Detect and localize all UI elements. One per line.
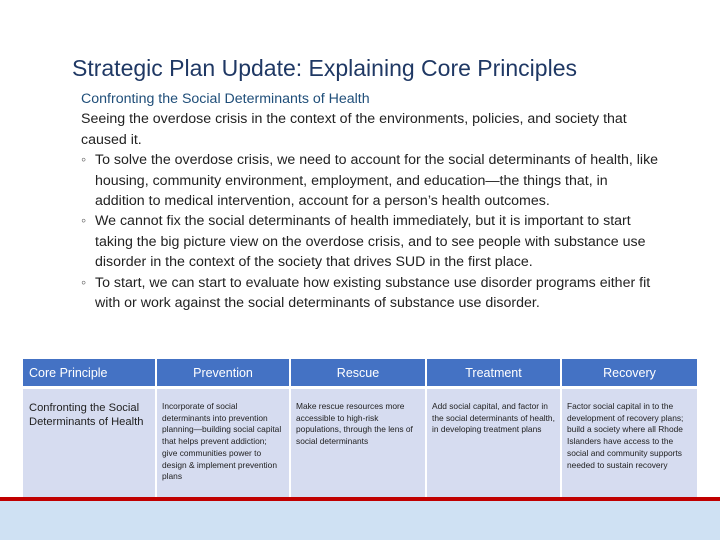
bullet-item xyxy=(81,150,661,211)
subheading: Confronting the Social Determinants of Health xyxy=(81,91,370,107)
table-header-row xyxy=(23,359,699,386)
bullet-text: We cannot fix the social determinants of health immediately, but it is important to start taking the big picture view on the overdose crisis, and to see people with substance use disorder in the context of the society that drives SUD in the first place. xyxy=(95,213,646,271)
intro-text: Seeing the overdose crisis in the context of the environments, policies, and society that caused it. xyxy=(81,111,627,148)
column-header-core-principle: Core Principle xyxy=(23,359,157,386)
bullet-text: To solve the overdose crisis, we need to account for the social determinants of health, like housing, community environment, employment, and education—the things that, in addition to medical intervention, account for a person’s health outcomes. xyxy=(95,152,659,210)
cell-treatment: Add social capital, and factor in the social determinants of health, in developing treatment plans xyxy=(427,386,562,500)
column-header-prevention: Prevention xyxy=(157,359,291,386)
core-principles-table xyxy=(23,359,699,500)
cell-rescue: Make rescue resources more accessible to high-risk populations, through the lens of social determinants xyxy=(291,386,427,500)
bullet-text: To start, we can start to evaluate how existing substance use disorder programs either fit with or work against the social determinants of substance use disorder. xyxy=(95,274,651,312)
column-header-rescue: Rescue xyxy=(291,359,427,386)
column-header-treatment: Treatment xyxy=(427,359,562,386)
slide-body xyxy=(81,89,661,313)
cell-core-principle: Confronting the Social Determinants of Health xyxy=(23,386,157,500)
slide-title: Strategic Plan Update: Explaining Core Principles xyxy=(72,55,577,81)
cell-recovery: Factor social capital in to the development of recovery plans; build a society where all Rhode Islanders have access to the social and community supports needed to sustain recovery xyxy=(562,386,699,500)
table-row xyxy=(23,386,699,500)
column-header-recovery: Recovery xyxy=(562,359,699,386)
bullet-marker: ◦ xyxy=(81,213,87,230)
bullet-item xyxy=(81,273,661,314)
cell-prevention: Incorporate of social determinants into prevention planning—building social capital that helps prevent addiction; give communities power to design & implement prevention plans xyxy=(157,386,291,500)
footer-band xyxy=(0,501,720,540)
bullet-marker: ◦ xyxy=(81,152,87,169)
bullet-marker: ◦ xyxy=(81,274,87,291)
bullet-item xyxy=(81,211,661,272)
